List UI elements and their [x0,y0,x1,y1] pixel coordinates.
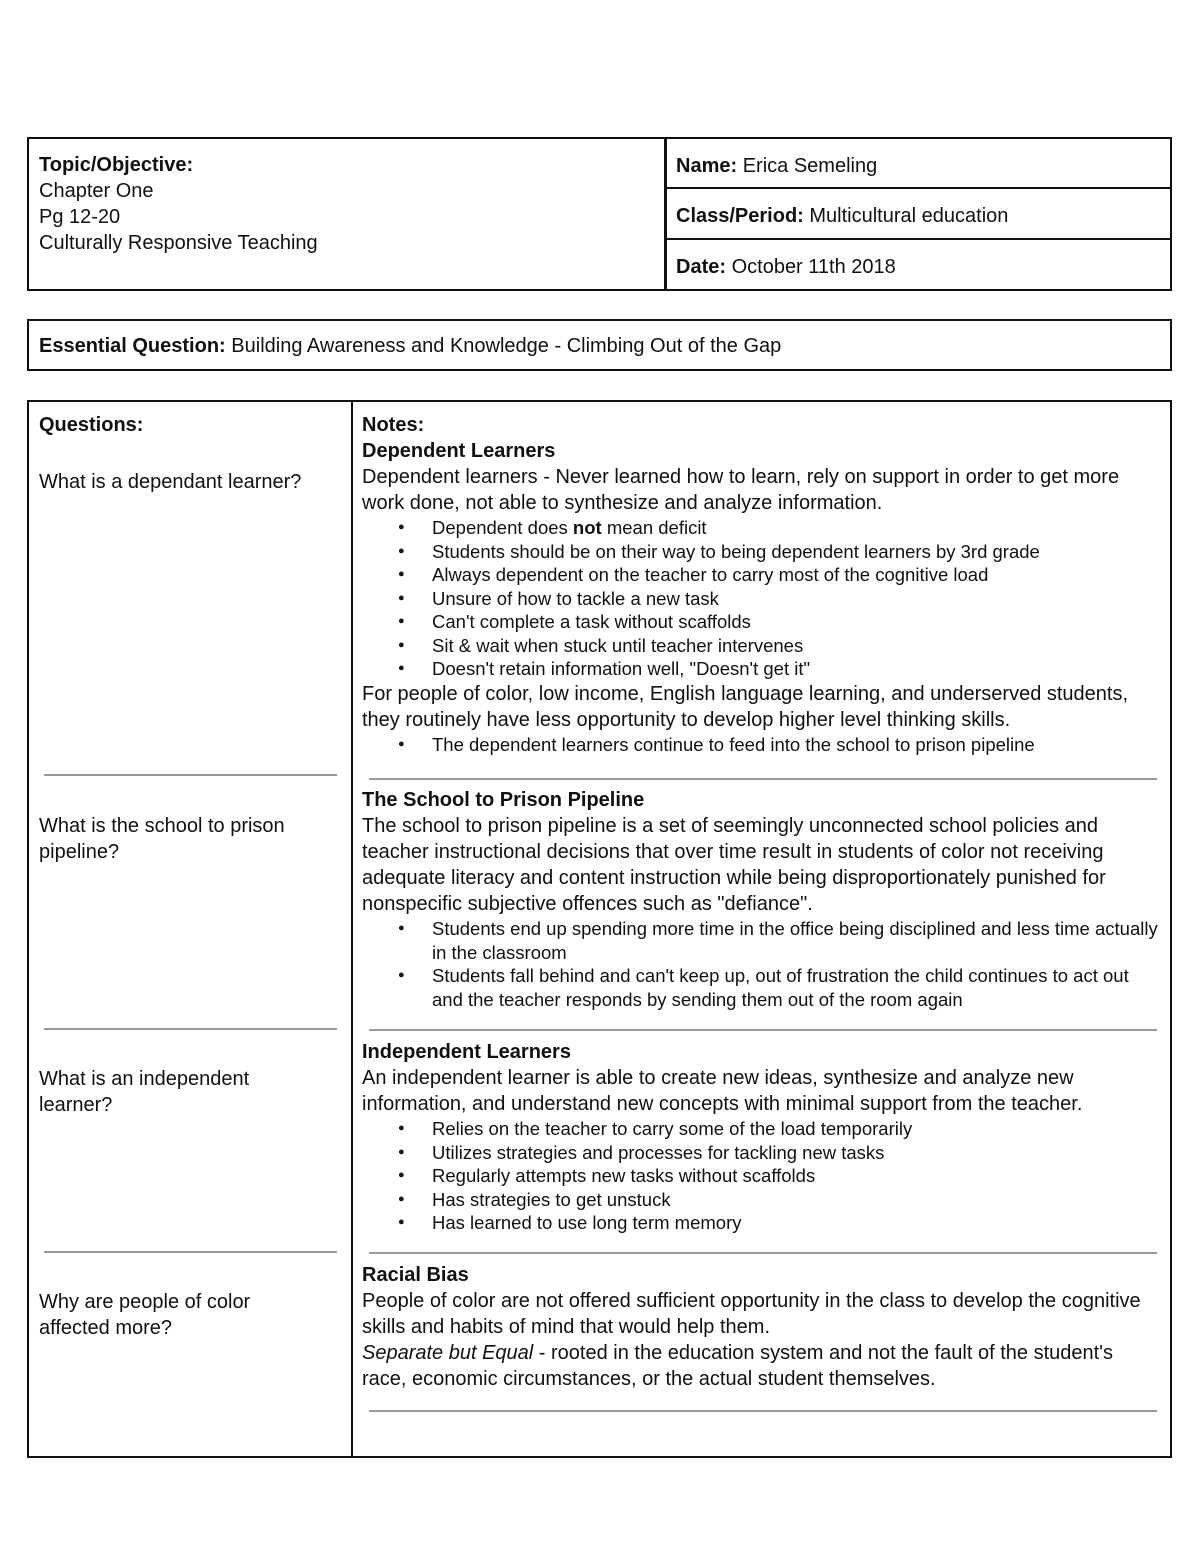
bullet-item: ● Doesn't retain information well, "Doesn't get it" [432,657,1162,681]
bullet-item: ● Can't complete a task without scaffolds [432,610,1162,634]
bullet-item: ● Always dependent on the teacher to carry most of the cognitive load [432,563,1162,587]
notes-section-pipeline [362,787,1162,1011]
section-divider [369,1252,1157,1254]
section-paragraph: Dependent learners - Never learned how to learn, rely on support in order to get more work done, not able to synthesize and analyze information. [362,466,1120,514]
class-label: Class/Period: [676,205,804,227]
section-divider [369,1410,1157,1412]
question-independent-learner: What is an independent learner? [39,1068,250,1116]
section-divider [369,778,1157,780]
bullet-item: ● Students should be on their way to being dependent learners by 3rd grade [432,540,1162,564]
bullet-item: ● Dependent does not mean deficit [432,516,1162,540]
bullet-item: ● Students end up spending more time in the office being disciplined and less time actually in the classroom [432,917,1162,964]
bullet-item: ● Students fall behind and can't keep up, out of frustration the child continues to act out and the teacher responds by sending them out of the room again [432,964,1162,1011]
bullet-list [362,733,1162,757]
bullet-item: ● The dependent learners continue to feed into the school to prison pipeline [432,733,1162,757]
date-value: October 11th 2018 [731,256,896,278]
section-paragraph: For people of color, low income, English language learning, and underserved students, they routinely have less opportunity to develop higher level thinking skills. [362,682,1129,731]
section-divider [369,1029,1157,1031]
name-label: Name: [676,155,738,177]
date-label: Date: [676,256,727,278]
date-row [666,240,1170,290]
section-title: The School to Prison Pipeline [362,789,645,811]
class-row [666,189,1170,240]
questions-label: Questions: [39,414,144,436]
notes-section-racial-bias [362,1262,1162,1392]
student-info-box [664,137,1172,291]
bullet-item: ● Has learned to use long term memory [432,1211,1162,1235]
section-paragraph: Separate but Equal - rooted in the education system and not the fault of the student's race, economic circumstances, or the actual student themselves. [362,1342,1113,1390]
section-title: Independent Learners [362,1041,571,1063]
essential-question-box [27,319,1172,371]
essential-question-value: Building Awareness and Knowledge - Climbing Out of the Gap [231,335,782,357]
question-school-to-prison: What is the school to prison pipeline? [39,815,285,863]
bullet-item: ● Relies on the teacher to carry some of the load temporarily [432,1117,1162,1141]
notes-label: Notes: [362,414,425,436]
name-value: Erica Semeling [742,155,878,177]
bullet-list [362,516,1162,681]
section-title: Racial Bias [362,1264,469,1286]
bullet-item: ● Utilizes strategies and processes for tackling new tasks [432,1141,1162,1165]
bullet-list [362,1117,1162,1235]
section-paragraph: An independent learner is able to create new ideas, synthesize and analyze new information, and understand new concepts with minimal support from the teacher. [362,1067,1083,1115]
topic-line: Chapter One [39,180,154,202]
bullet-item: ● Sit & wait when stuck until teacher intervenes [432,634,1162,658]
section-paragraph: The school to prison pipeline is a set of seemingly unconnected school policies and teacher instructional decisions that over time result in students of color not receiving adequate literacy and content instruction while being disproportionately punished for nonspecific subjective offences such as "defiance". [362,815,1106,915]
bullet-item: ● Has strategies to get unstuck [432,1188,1162,1212]
question-people-of-color: Why are people of color affected more? [39,1291,251,1339]
bullet-list [362,917,1162,1011]
section-title: Dependent Learners [362,440,556,462]
topic-line: Culturally Responsive Teaching [39,232,318,254]
class-value: Multicultural education [809,205,1009,227]
essential-question-label: Essential Question: [39,335,226,357]
section-paragraph: People of color are not offered sufficient opportunity in the class to develop the cognitive skills and habits of mind that would help them. [362,1290,1141,1338]
topic-line: Pg 12-20 [39,206,121,228]
section-divider [44,774,337,776]
cornell-notes-table [27,400,1172,1458]
topic-objective-box [27,137,667,291]
column-divider [351,402,353,1456]
notes-section-independent [362,1039,1162,1235]
section-divider [44,1251,337,1253]
question-dependent-learner: What is a dependant learner? [39,471,302,493]
section-divider [44,1028,337,1030]
name-row [666,139,1170,189]
topic-label: Topic/Objective: [39,154,194,176]
bullet-item: ● Regularly attempts new tasks without scaffolds [432,1164,1162,1188]
bullet-item: ● Unsure of how to tackle a new task [432,587,1162,611]
notes-section-dependent [362,412,1162,756]
